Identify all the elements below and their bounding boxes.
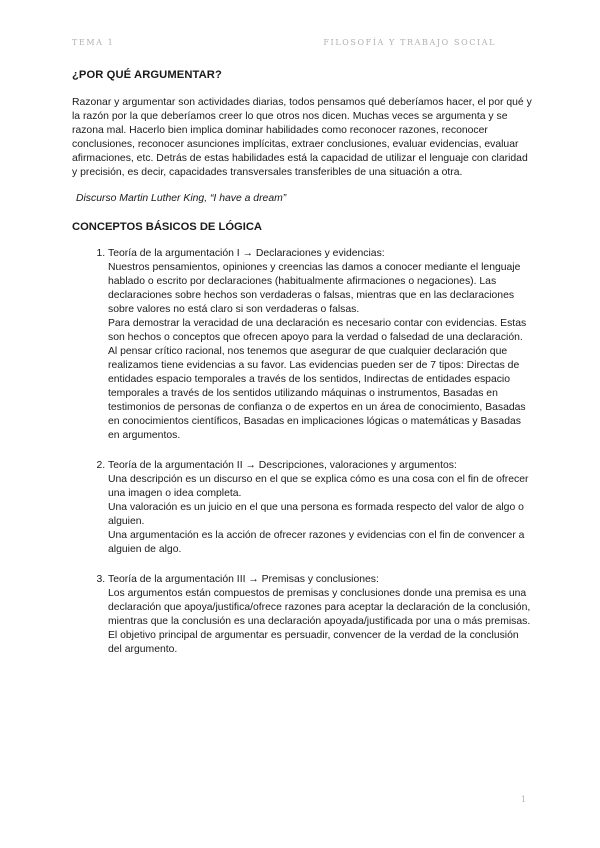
concept-paragraph: Para demostrar la veracidad de una declaración es necesario contar con evidencias. Estas son hechos o conceptos que ofrecen apoyo para la verdad o falsedad de una declaración. Al pensar crítico racional, nos tenemos que asegurar de que cualquier declaración que realizamos tiene evidencias a su favor. Las evidencias pueden ser de 7 tipos: Directas de entidades espacio temporales a través de los sentidos, Indirectas de entidades espacio temporales a través de los sentidos utilizando máquinas o instrumentos, Basadas en testimonios de personas de confianza o de expertos en un área de conocimiento, Basadas en conocimientos científicos, Basadas en implicaciones lógicas o matemáticas y Basadas en argumentos. [108,318,527,441]
concept-item-body [108,473,534,557]
concepts-list [72,247,534,657]
header-course-title: FILOSOFÍA Y TRABAJO SOCIAL [323,38,496,47]
concepts-title: CONCEPTOS BÁSICOS DE LÓGICA [72,221,263,233]
concept-paragraph: Una descripción es un discurso en el que se explica cómo es una cosa con el fin de ofrecer una imagen o idea completa. [108,474,529,499]
concept-item-title: 2. Teoría de la argumentación II → Descripciones, valoraciones y argumentos: [108,460,457,471]
concept-item-title: 1. Teoría de la argumentación I → Declaraciones y evidencias: [108,248,385,259]
concept-item-3 [108,573,534,657]
document-body [72,68,534,673]
quote-reference: Discurso Martin Luther King, “I have a dream” [76,193,287,204]
concept-paragraph: El objetivo principal de argumentar es persuadir, convencer de la verdad de la conclusión del argumento. [108,630,519,655]
concept-paragraph: Una argumentación es la acción de ofrecer razones y evidencias con el fin de convencer a alguien de algo. [108,530,525,555]
concept-item-body [108,261,534,443]
concept-item-1 [108,247,534,443]
concept-item-2 [108,459,534,557]
concept-paragraph: Una valoración es un juicio en el que una persona es formada respecto del valor de algo o alguien. [108,502,524,527]
intro-paragraph: Razonar y argumentar son actividades diarias, todos pensamos qué deberíamos hacer, el por qué y la razón por la que deberíamos creer lo que otros nos dicen. Muchas veces se argumenta y se razona mal. Hacerlo bien implica dominar habilidades como reconocer razones, reconocer conclusiones, reconocer asunciones implícitas, extraer conclusiones, evaluar evidencias, evaluar afirmaciones, etc. Detrás de estas habilidades está la capacidad de utilizar el lenguaje con claridad y precisión, es decir, capacidades transversales transferibles de una situación a otra. [72,97,532,178]
concept-paragraph: Nuestros pensamientos, opiniones y creencias las damos a conocer mediante el lenguaje hablado o escrito por declaraciones (habitualmente afirmaciones o negaciones). Las declaraciones sobre hechos son verdaderas o falsas, mientras que en las declaraciones sobre valores no está claro si son verdaderas o falsas. [108,262,521,315]
section-title: ¿POR QUÉ ARGUMENTAR? [72,69,222,81]
concept-item-body [108,587,534,657]
concept-paragraph: Los argumentos están compuestos de premisas y conclusiones donde una premisa es una declaración que apoya/justifica/ofrece razones para aceptar la declaración de la conclusión, mientras que la conclusión es una declaración apoyada/justificada por una o más premisas. [108,588,531,627]
concept-item-title: 3. Teoría de la argumentación III → Premisas y conclusiones: [108,574,379,585]
header-subject-label: TEMA 1 [72,38,115,47]
page-number: 1 [520,795,526,804]
